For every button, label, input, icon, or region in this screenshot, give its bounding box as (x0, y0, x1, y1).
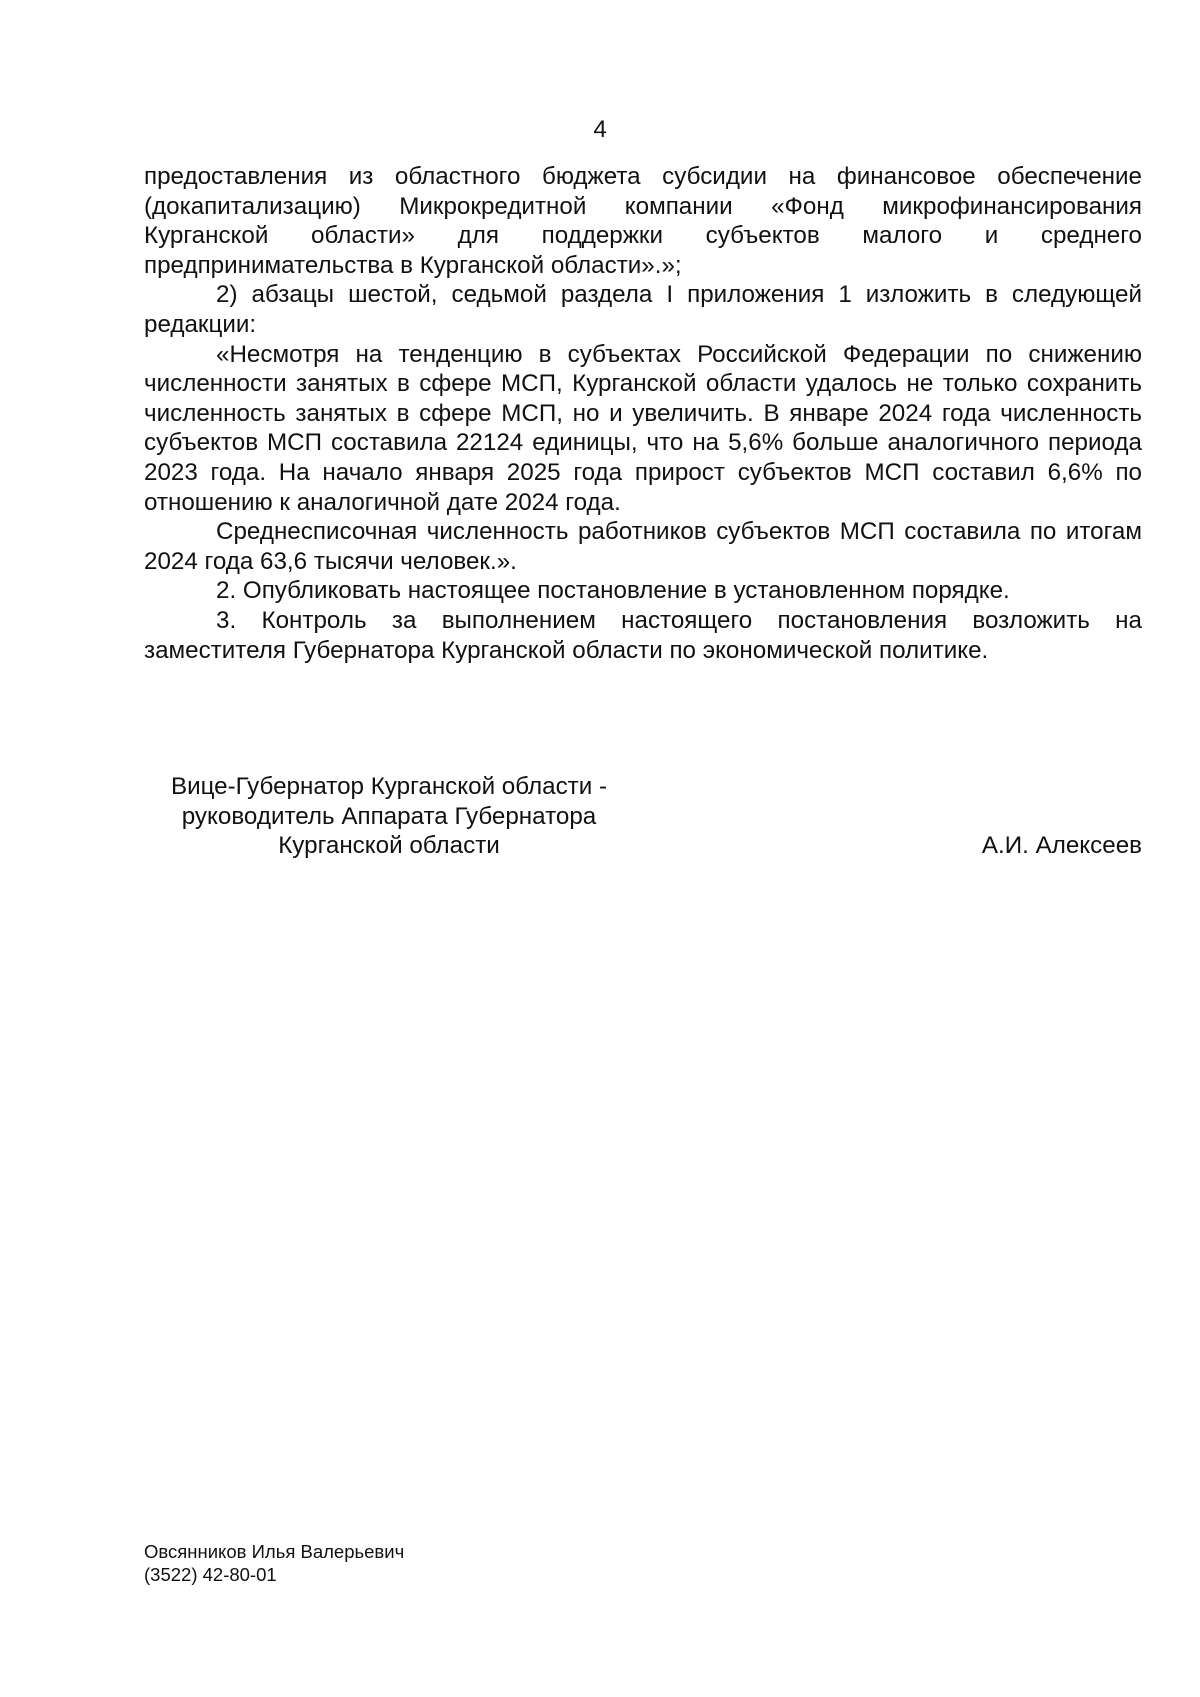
signer-position-line-2: руководитель Аппарата Губернатора (181, 802, 597, 830)
signer-position-line-1: Вице-Губернатор Курганской области - (170, 773, 608, 800)
executor-name: Овсянников Илья Валерьевич (144, 1541, 405, 1562)
executor-info (144, 1540, 404, 1586)
document-body (144, 162, 1142, 665)
paragraph-quoted-text-1: «Несмотря на тенденцию в субъектах Российской Федерации по снижению численности занятых в сфере МСП, Курганской области удалось не только сохранить численность занятых в сфере МСП, но и увеличить. В январе 2024 года численность субъектов МСП составила 22124 единицы, что на 5,6% больше аналогичного периода 2023 года. На начало января 2025 года прирост субъектов МСП составил 6,6% по отношению к аналогичной дате 2024 года. (144, 340, 1142, 516)
signer-name: А.И. Алексеев (981, 832, 1142, 859)
paragraph-quoted-text-2: Среднесписочная численность работников субъектов МСП составила по итогам 2024 года 63,6 тысячи человек.». (144, 518, 1142, 575)
signer-position-line-3: Курганской области (278, 832, 500, 860)
paragraph-control-clause: 3. Контроль за выполнением настоящего постановления возложить на заместителя Губернатора Курганской области по экономической политике. (144, 606, 1142, 664)
paragraph-continuation: предоставления из областного бюджета субсидии на финансовое обеспечение (докапитализацию) Микрокредитной компании «Фонд микрофинансирования Курганской области» для поддержки субъектов малого и среднего предпринимательства в Курганской области».»; (144, 163, 1142, 279)
signer-position (144, 772, 634, 861)
paragraph-amendment-item-2: 2) абзацы шестой, седьмой раздела I приложения 1 изложить в следующей редакции: (144, 281, 1142, 338)
executor-phone: (3522) 42-80-01 (144, 1564, 277, 1585)
paragraph-publish-clause: 2. Опубликовать настоящее постановление в установленном порядке. (216, 577, 1010, 605)
page-number: 4 (593, 116, 607, 143)
